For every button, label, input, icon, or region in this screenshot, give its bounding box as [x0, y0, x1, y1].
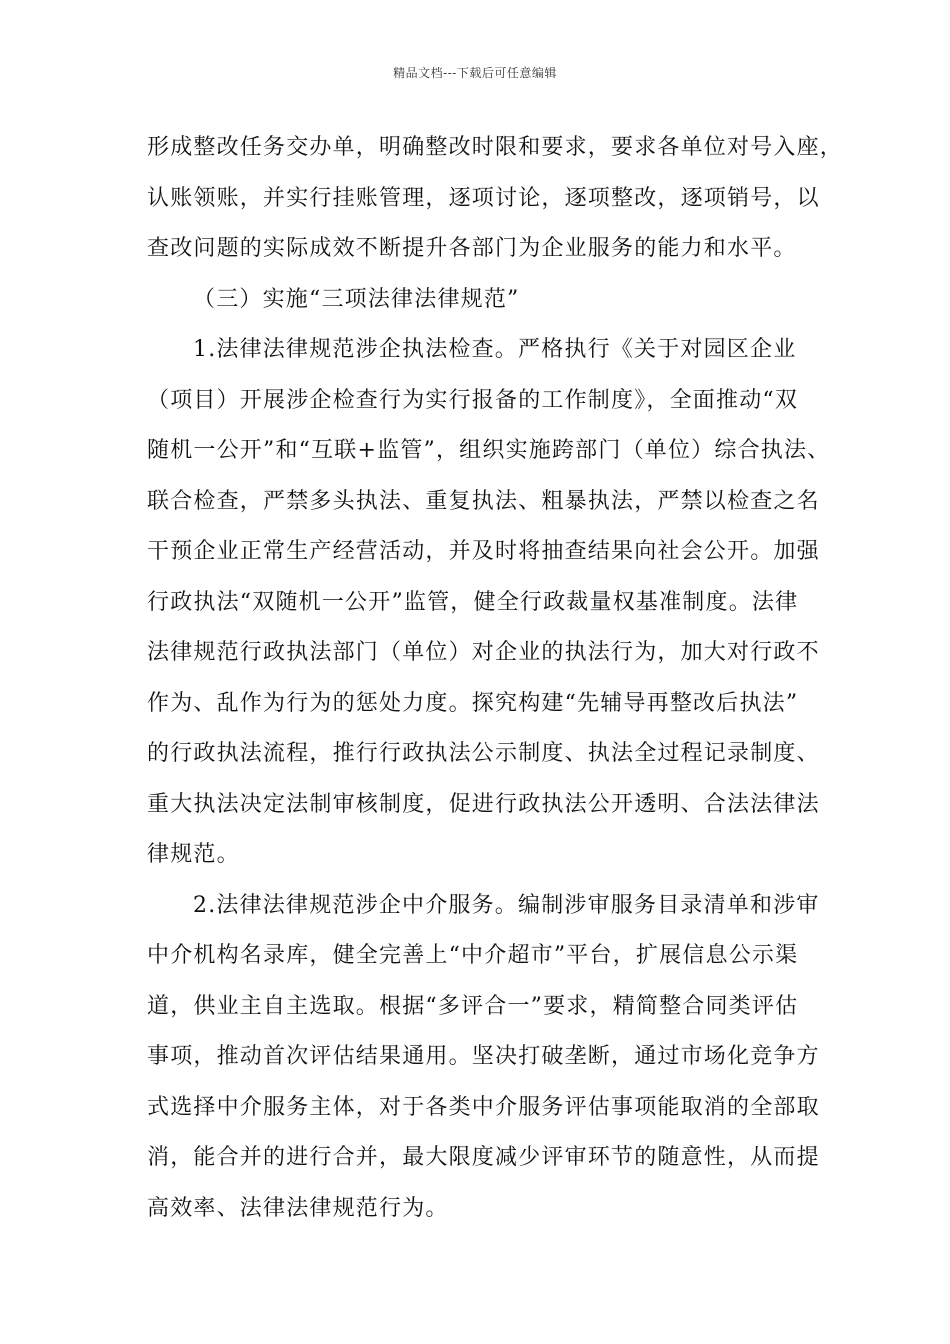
paragraph-line: 联合检查，严禁多头执法、重复执法、粗暴执法，严禁以检查之名	[147, 488, 820, 514]
paragraph-line: （项目）开展涉企检查行为实行报备的工作制度》，全面推动“双	[147, 387, 799, 413]
paragraph-line: 事项，推动首次评估结果通用。坚决打破垄断，通过市场化竞争方	[147, 1044, 820, 1069]
paragraph-line: 作为、乱作为行为的惩处力度。探究构建“先辅导再整改后执法”	[147, 690, 799, 716]
paragraph-line: 式选择中介服务主体，对于各类中介服务评估事项能取消的全部取	[147, 1094, 820, 1120]
paragraph-line: 重大执法决定法制审核制度，促进行政执法公开透明、合法法律法	[147, 791, 820, 817]
paragraph-line: 认账领账，并实行挂账管理，逐项讨论，逐项整改，逐项销号，以	[147, 185, 820, 211]
paragraph-line: 中介机构名录库，健全完善上“中介超市”平台，扩展信息公示渠	[147, 943, 799, 968]
paragraph-line: 随机一公开”和“互联+监管”，组织实施跨部门（单位）综合执法、	[147, 438, 831, 463]
paragraph-line: 干预企业正常生产经营活动，并及时将抽查结果向社会公开。加强	[147, 539, 820, 564]
paragraph-line: 高效率、法律法律规范行为。	[147, 1195, 449, 1221]
paragraph-line: 查改问题的实际成效不断提升各部门为企业服务的能力和水平。	[147, 236, 797, 261]
page-header: 精品文档---下载后可任意编辑	[393, 66, 557, 80]
paragraph-line: 形成整改任务交办单，明确整改时限和要求，要求各单位对号入座，	[147, 135, 844, 160]
paragraph-line: 法律规范行政执法部门（单位）对企业的执法行为，加大对行政不	[147, 640, 820, 665]
paragraph-line: 道，供业主自主选取。根据“多评合一”要求，精简整合同类评估	[147, 993, 799, 1019]
section-heading: （三）实施“三项法律法律规范”	[193, 286, 520, 312]
paragraph-line: 律规范。	[147, 842, 240, 867]
paragraph-line: 的行政执法流程，推行行政执法公示制度、执法全过程记录制度、	[147, 741, 820, 766]
paragraph-line: 消，能合并的进行合并，最大限度减少评审环节的随意性，从而提	[147, 1145, 820, 1170]
paragraph-line: 2.法律法律规范涉企中介服务。编制涉审服务目录清单和涉审	[193, 892, 820, 918]
paragraph-line: 行政执法“双随机一公开”监管，健全行政裁量权基准制度。法律	[147, 589, 799, 615]
document-body	[147, 123, 844, 1234]
paragraph-line: 1.法律法律规范涉企执法检查。严格执行《关于对园区企业	[193, 337, 797, 362]
